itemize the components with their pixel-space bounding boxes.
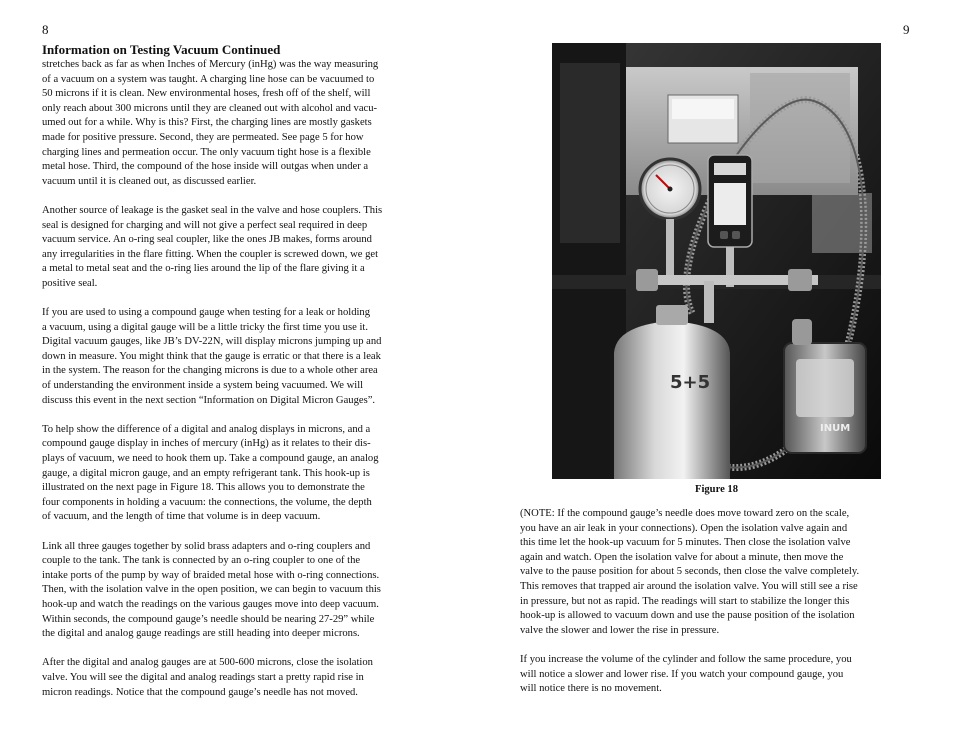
left-paragraph-6: After the digital and analog gauges are at 500-600 microns, close the isolation valve. You will see the digital and analog readings start a pretty rapid rise in micron readings. Notice that the compound gauge’s needle has not moved. xyxy=(42,657,373,698)
section-heading: Information on Testing Vacuum Continued xyxy=(42,42,281,57)
right-column xyxy=(520,507,920,711)
pump-label: INUM xyxy=(820,423,851,434)
tank-label: 5+5 xyxy=(670,372,711,393)
left-paragraph-2: Another source of leakage is the gasket seal in the valve and hose couplers. This seal is designed for charging and will not give a perfect seal required in deep vacuum service. An o-ring seal coupler, like the ones JB makes, forms around any irregularities in the flare fitting. When the coupler is screwed down, we get a metal to metal seat and the o-ring lies around the lip of the flare giving it a positive seal. xyxy=(42,204,383,289)
left-paragraph-1: stretches back as far as when Inches of Mercury (inHg) was the way measuring of a vacuum on a system was taught. A charging line hose can be vacuumed to 50 microns if it is clean. New environmental hoses, fresh off of the shelf, will only reach about 300 microns until they are cleaned out with alcohol and vacu- umed out for a while. Why is this? First, the charging lines are mostly gaskets made for positive pressure. Second, they are permeated. See page 5 for how charging lines and permeation occur. The only vacuum tight hose is a flexible metal hose. Third, the compound of the hose inside will outgas when under a vacuum until it is cleaned out, as discussed earlier. xyxy=(42,59,379,187)
left-paragraph-3: If you are used to using a compound gauge when testing for a leak or holding a vacuum, using a digital gauge will be a little tricky the first time you use it. Digital vacuum gauges, like JB’s DV-22N, will display microns jumping up and down in measure. You might think that the gauge is erratic or that there is a leak in the system. The reason for the changing microns is due to a whole other area of understanding the environment inside a system being vacuumed. We will discuss this event in the next section “Information on Digital Micron Gauges”. xyxy=(42,307,382,406)
figure-caption: Figure 18 xyxy=(694,484,739,495)
page-number-right: 9 xyxy=(903,22,910,37)
left-column xyxy=(42,58,442,715)
right-paragraph-2: If you increase the volume of the cylinder and follow the same procedure, you will notice a slower and lower rise. If you watch your compound gauge, you will notice there is no movement. xyxy=(520,653,852,695)
page-number-left: 8 xyxy=(42,22,49,37)
left-paragraph-4: To help show the difference of a digital and analog displays in microns, and a compound gauge display in inches of mercury (inHg) as it relates to their dis- plays of vacuum, we need to hook them up. Take a compound gauge, an analog gauge, a digital micron gauge, and an empty refrigerant tank. This hook-up is illustrated on the next page in Figure 18. This allows you to demonstrate the four components in holding a vacuum: the connections, the volume, the depth of vacuum, and the length of time that volume is in deep vacuum. xyxy=(42,423,379,523)
right-paragraph-1: (NOTE: If the compound gauge’s needle does move toward zero on the scale, you have an air leak in your connections). Open the isolation valve again and this time let the hook-up vacuum for 5 minutes. Then close the isolation valve again and watch. Open the isolation valve for about a minute, then move the valve to the pause position for about 5 seconds, then close the valve completely. This removes that trapped air around the isolation valve. You will still see a rise in pressure, but not as rapid. The readings will start to stabilize the longer this hook-up is allowed to vacuum down and use the pause position of the isolation valve the slower and lower the rise in pressure. xyxy=(520,508,860,636)
figure-18-photo xyxy=(552,43,881,479)
left-paragraph-5: Link all three gauges together by solid brass adapters and o-ring couplers and couple to the tank. The tank is connected by an o-ring coupler to one of the intake ports of the pump by way of braided metal hose with o-ring connections. Then, with the isolation valve in the open position, we can begin to vacuum this hook-up and watch the readings on the various gauges move into deep vacuum. Within seconds, the compound gauge’s needle should be nearing 27-29” while the digital and analog gauge readings are still heading into deeper microns. xyxy=(42,540,381,640)
